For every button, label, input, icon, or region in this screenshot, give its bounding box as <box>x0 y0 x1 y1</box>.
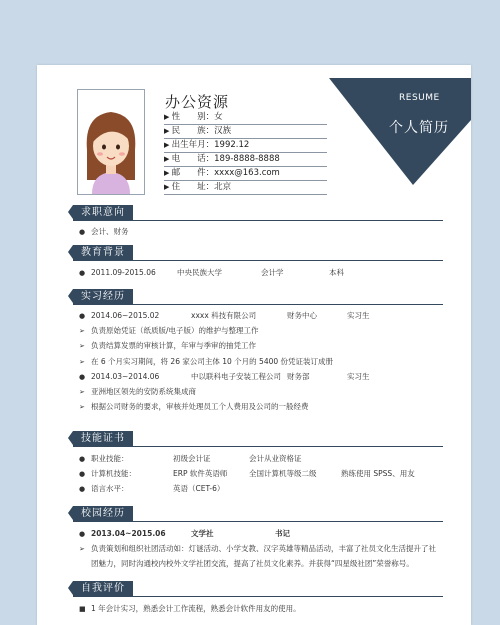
item-text: 语言水平： <box>91 484 129 493</box>
item-text: 财务部 <box>287 371 310 381</box>
item-text: 1 年会计实习，熟悉会计工作流程，熟悉会计软件用友的使用。 <box>91 604 301 613</box>
bullet-icon: ● <box>79 228 86 236</box>
item-text: 职业技能： <box>91 454 129 463</box>
item-text: 2014.06~2015.02 <box>91 311 160 320</box>
section-title: 自我评价 <box>73 581 133 596</box>
divider <box>73 596 443 597</box>
item-text: 本科 <box>329 268 344 277</box>
item-text: 亚洲地区领先的安防系统集成商 <box>91 387 196 396</box>
item-text: 2013.04~2015.06 <box>91 529 166 538</box>
resume-label-cn: 个人简历 <box>389 120 449 136</box>
item-text: 初级会计证 <box>173 454 211 463</box>
item-text: 英语（CET-6） <box>173 484 225 493</box>
info-row <box>164 153 327 167</box>
item-text: 负责原始凭证（纸质版/电子版）的维护与整理工作 <box>91 326 259 336</box>
item-text: 负责结算发票的审核计算，年审与季审的抽凭工作 <box>91 341 256 351</box>
item-text: 会计学 <box>261 268 284 277</box>
item-text: 在 6 个月实习期间，将 26 家公司主体 10 个月的 5400 份凭证装订成册 <box>91 356 334 366</box>
section-experience-header <box>73 289 443 305</box>
section-objective-header <box>73 205 443 221</box>
item-text: ERP 软件英语师 <box>173 469 228 478</box>
section-self-header <box>73 581 443 597</box>
item-text: 书记 <box>275 529 290 538</box>
list-item <box>79 226 449 238</box>
bullet-icon: ➢ <box>79 388 85 396</box>
bullet-icon: ● <box>79 530 86 538</box>
list-item <box>79 310 449 322</box>
section-education-header <box>73 245 443 261</box>
personal-info <box>164 111 327 195</box>
arrow-icon: ▶ <box>164 155 172 163</box>
section-title: 实习经历 <box>73 289 133 304</box>
bullet-icon: ● <box>79 485 86 493</box>
bullet-icon: ➢ <box>79 342 85 351</box>
divider <box>73 521 443 522</box>
item-text: 负责策划和组织社团活动如：灯谜活动、小学支教、汉字英雄等精品活动，丰富了社员文化生活提升了社 <box>91 544 436 553</box>
info-value: 189-8888-8888 <box>214 154 280 164</box>
bullet-icon: ➢ <box>79 403 85 412</box>
info-row <box>164 139 327 153</box>
info-value: 女 <box>214 112 223 122</box>
list-item <box>79 325 449 337</box>
divider <box>73 304 443 305</box>
section-title: 校园经历 <box>73 506 133 521</box>
item-text: 文学社 <box>191 529 214 538</box>
arrow-icon: ▶ <box>164 141 172 149</box>
list-item <box>79 356 449 368</box>
candidate-name: 办公资源 <box>165 93 230 111</box>
bullet-icon: ➢ <box>79 545 85 553</box>
info-row <box>164 167 327 181</box>
divider <box>73 446 443 447</box>
resume-label-en: RESUME <box>399 93 440 103</box>
info-value: 北京 <box>214 182 232 192</box>
arrow-icon: ▶ <box>164 127 172 135</box>
divider <box>73 220 443 221</box>
info-label: 住 址 <box>171 182 206 192</box>
divider <box>73 260 443 261</box>
avatar-illustration <box>78 90 144 194</box>
bullet-icon: ● <box>79 372 86 381</box>
section-title: 技能证书 <box>73 431 133 446</box>
info-label: 性 别 <box>171 112 206 122</box>
list-item <box>79 543 449 555</box>
list-item <box>79 468 449 480</box>
list-item <box>79 558 449 570</box>
list-item <box>79 386 449 398</box>
list-item <box>79 267 449 279</box>
item-text: 中央民族大学 <box>177 268 222 277</box>
colon: ： <box>205 182 215 192</box>
arrow-icon: ▶ <box>164 113 172 121</box>
bullet-icon: ● <box>79 269 86 277</box>
bullet-icon: ➢ <box>79 357 85 366</box>
item-text: 中以联科电子安装工程公司 <box>191 371 281 381</box>
resume-page <box>37 65 471 625</box>
item-text: 会计从业资格证 <box>249 454 302 463</box>
item-text: 熟练使用 SPSS、用友 <box>341 469 415 478</box>
info-row <box>164 125 327 139</box>
bullet-icon: ● <box>79 455 86 463</box>
bullet-icon: ● <box>79 312 86 320</box>
arrow-icon: ▶ <box>164 169 172 177</box>
item-text: 2011.09-2015.06 <box>91 268 156 277</box>
colon: ： <box>205 112 215 122</box>
item-text: 计算机技能： <box>91 469 136 478</box>
colon: ： <box>205 140 215 150</box>
item-text: 财务中心 <box>287 311 317 320</box>
item-text: 根据公司财务的要求，审核并处理员工个人费用及公司的一般经费 <box>91 402 309 412</box>
info-label: 出生年月 <box>171 140 206 150</box>
info-row <box>164 181 327 195</box>
list-item <box>79 371 449 383</box>
bullet-icon: ● <box>79 470 86 478</box>
info-row <box>164 111 327 125</box>
arrow-icon: ▶ <box>164 183 172 191</box>
item-text: 团魅力，同时沟通校内校外文学社团交流，提高了社员文化素养。并获得“四星级社团”荣誉称号。 <box>91 559 414 568</box>
info-value: xxxx@163.com <box>214 168 280 178</box>
bullet-icon: ■ <box>79 605 86 613</box>
section-skills-header <box>73 431 443 447</box>
colon: ： <box>205 168 215 178</box>
info-label: 民 族 <box>171 126 206 136</box>
list-item <box>79 401 449 413</box>
section-title: 教育背景 <box>73 245 133 260</box>
info-value: 1992.12 <box>214 140 250 150</box>
info-label: 邮 件 <box>171 168 206 178</box>
info-label: 电 话 <box>171 154 206 164</box>
item-text: 实习生 <box>347 371 370 381</box>
list-item <box>79 453 449 465</box>
item-text: 全国计算机等级二级 <box>249 469 317 478</box>
colon: ： <box>205 126 215 136</box>
list-item <box>79 340 449 352</box>
item-text: 会计、财务 <box>91 227 129 236</box>
colon: ： <box>205 154 215 164</box>
info-value: 汉族 <box>214 126 232 136</box>
item-text: 2014.03~2014.06 <box>91 371 160 381</box>
section-campus-header <box>73 506 443 522</box>
profile-photo <box>77 89 145 195</box>
list-item <box>79 528 449 540</box>
list-item <box>79 483 449 495</box>
item-text: xxxx 科技有限公司 <box>191 311 257 320</box>
list-item <box>79 603 449 615</box>
section-title: 求职意向 <box>73 205 133 220</box>
item-text: 实习生 <box>347 311 370 320</box>
bullet-icon: ➢ <box>79 327 85 336</box>
